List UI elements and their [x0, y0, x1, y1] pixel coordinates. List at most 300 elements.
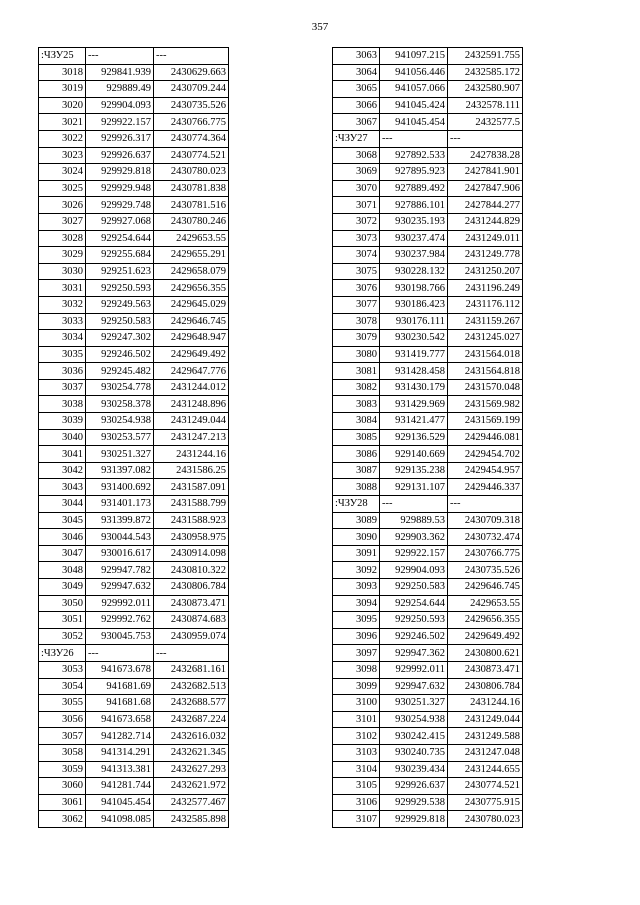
y-coordinate-cell: 2429648.947 — [154, 330, 229, 347]
y-coordinate-cell: 2430781.838 — [154, 180, 229, 197]
point-number-cell: 3103 — [333, 744, 380, 761]
point-number-cell: 3106 — [333, 794, 380, 811]
table-row — [39, 579, 229, 596]
x-coordinate-cell: --- — [86, 48, 154, 65]
y-coordinate-cell: 2430775.915 — [448, 794, 523, 811]
y-coordinate-cell: --- — [154, 48, 229, 65]
table-row — [333, 48, 523, 65]
point-number-cell: 3079 — [333, 330, 380, 347]
table-row — [39, 81, 229, 98]
y-coordinate-cell: 2430780.023 — [154, 164, 229, 181]
table-row — [39, 230, 229, 247]
y-coordinate-cell: 2430958.975 — [154, 529, 229, 546]
x-coordinate-cell: 929246.502 — [380, 628, 448, 645]
y-coordinate-cell: 2430806.784 — [154, 579, 229, 596]
point-number-cell: 3087 — [333, 462, 380, 479]
y-coordinate-cell: 2430873.471 — [448, 661, 523, 678]
x-coordinate-cell: 929947.632 — [380, 678, 448, 695]
x-coordinate-cell: 931419.777 — [380, 346, 448, 363]
y-coordinate-cell: 2431244.16 — [448, 695, 523, 712]
y-coordinate-cell: 2429649.492 — [448, 628, 523, 645]
x-coordinate-cell: 941314.291 — [86, 744, 154, 761]
x-coordinate-cell: 929922.157 — [86, 114, 154, 131]
y-coordinate-cell: 2431564.018 — [448, 346, 523, 363]
table-row — [333, 147, 523, 164]
y-coordinate-cell: 2430959.074 — [154, 628, 229, 645]
x-coordinate-cell: 929247.302 — [86, 330, 154, 347]
point-number-cell: 3030 — [39, 263, 86, 280]
x-coordinate-cell: 931401.173 — [86, 496, 154, 513]
point-number-cell: 3033 — [39, 313, 86, 330]
table-row — [39, 728, 229, 745]
y-coordinate-cell: 2429658.079 — [154, 263, 229, 280]
x-coordinate-cell: 929904.093 — [86, 97, 154, 114]
point-number-cell: 3062 — [39, 811, 86, 828]
x-coordinate-cell: 929131.107 — [380, 479, 448, 496]
table-row — [39, 296, 229, 313]
table-row — [333, 695, 523, 712]
point-number-cell: 3049 — [39, 579, 86, 596]
point-number-cell: 3035 — [39, 346, 86, 363]
table-row — [39, 197, 229, 214]
x-coordinate-cell: 929929.818 — [86, 164, 154, 181]
table-row — [333, 628, 523, 645]
point-number-cell: 3088 — [333, 479, 380, 496]
y-coordinate-cell: 2430780.246 — [154, 213, 229, 230]
table-row — [39, 114, 229, 131]
y-coordinate-cell: 2430780.023 — [448, 811, 523, 828]
x-coordinate-cell: 941281.744 — [86, 778, 154, 795]
x-coordinate-cell: 929249.563 — [86, 296, 154, 313]
x-coordinate-cell: 929926.637 — [86, 147, 154, 164]
x-coordinate-cell: 930235.193 — [380, 213, 448, 230]
x-coordinate-cell: 930237.984 — [380, 247, 448, 264]
y-coordinate-cell: 2432585.172 — [448, 64, 523, 81]
point-number-cell: 3080 — [333, 346, 380, 363]
x-coordinate-cell: 931397.082 — [86, 462, 154, 479]
table-row — [333, 645, 523, 662]
table-row — [39, 396, 229, 413]
table-row — [333, 579, 523, 596]
x-coordinate-cell: 930016.617 — [86, 545, 154, 562]
x-coordinate-cell: 927892.533 — [380, 147, 448, 164]
y-coordinate-cell: 2431586.25 — [154, 462, 229, 479]
point-number-cell: 3090 — [333, 529, 380, 546]
x-coordinate-cell: 930251.327 — [86, 446, 154, 463]
table-row — [39, 247, 229, 264]
x-coordinate-cell: 929250.593 — [86, 280, 154, 297]
point-number-cell: 3058 — [39, 744, 86, 761]
y-coordinate-cell: 2432577.467 — [154, 794, 229, 811]
table-row — [39, 496, 229, 513]
point-number-cell: 3038 — [39, 396, 86, 413]
x-coordinate-cell: 929947.782 — [86, 562, 154, 579]
x-coordinate-cell: 931399.872 — [86, 512, 154, 529]
point-number-cell: 3021 — [39, 114, 86, 131]
x-coordinate-cell: --- — [380, 130, 448, 147]
y-coordinate-cell: 2431247.048 — [448, 744, 523, 761]
point-number-cell: 3081 — [333, 363, 380, 380]
x-coordinate-cell: 929136.529 — [380, 429, 448, 446]
table-row — [333, 379, 523, 396]
point-number-cell: 3068 — [333, 147, 380, 164]
point-number-cell: 3034 — [39, 330, 86, 347]
point-number-cell: 3077 — [333, 296, 380, 313]
table-row — [39, 628, 229, 645]
y-coordinate-cell: 2431588.923 — [154, 512, 229, 529]
y-coordinate-cell: 2431176.112 — [448, 296, 523, 313]
y-coordinate-cell: 2431244.012 — [154, 379, 229, 396]
table-row — [39, 180, 229, 197]
point-number-cell: 3086 — [333, 446, 380, 463]
group-header-row — [39, 48, 229, 65]
table-row — [333, 413, 523, 430]
x-coordinate-cell: 929246.502 — [86, 346, 154, 363]
point-number-cell: 3107 — [333, 811, 380, 828]
x-coordinate-cell: 931428.458 — [380, 363, 448, 380]
y-coordinate-cell: 2431244.16 — [154, 446, 229, 463]
table-row — [39, 761, 229, 778]
y-coordinate-cell: 2429446.337 — [448, 479, 523, 496]
y-coordinate-cell: 2429653.55 — [154, 230, 229, 247]
x-coordinate-cell: 929889.53 — [380, 512, 448, 529]
y-coordinate-cell: 2432577.5 — [448, 114, 523, 131]
point-number-cell: 3047 — [39, 545, 86, 562]
y-coordinate-cell: 2432616.032 — [154, 728, 229, 745]
y-coordinate-cell: 2429454.957 — [448, 462, 523, 479]
x-coordinate-cell: 929929.948 — [86, 180, 154, 197]
table-row — [333, 213, 523, 230]
group-header-row — [333, 130, 523, 147]
x-coordinate-cell: 929251.623 — [86, 263, 154, 280]
table-row — [333, 363, 523, 380]
x-coordinate-cell: 929992.011 — [86, 595, 154, 612]
y-coordinate-cell: 2429446.081 — [448, 429, 523, 446]
table-row — [333, 512, 523, 529]
point-number-cell: 3065 — [333, 81, 380, 98]
x-coordinate-cell: 929947.632 — [86, 579, 154, 596]
point-number-cell: :ЧЗУ28 — [333, 496, 380, 513]
table-row — [333, 778, 523, 795]
table-row — [333, 330, 523, 347]
table-row — [39, 64, 229, 81]
y-coordinate-cell: 2429653.55 — [448, 595, 523, 612]
y-coordinate-cell: 2431249.044 — [154, 413, 229, 430]
coordinates-table-left — [38, 47, 229, 828]
x-coordinate-cell: 929929.818 — [380, 811, 448, 828]
point-number-cell: 3095 — [333, 612, 380, 629]
table-row — [333, 661, 523, 678]
point-number-cell: 3104 — [333, 761, 380, 778]
x-coordinate-cell: 929245.482 — [86, 363, 154, 380]
y-coordinate-cell: --- — [448, 496, 523, 513]
point-number-cell: 3018 — [39, 64, 86, 81]
y-coordinate-cell: 2430774.364 — [154, 130, 229, 147]
table-row — [39, 330, 229, 347]
point-number-cell: 3059 — [39, 761, 86, 778]
y-coordinate-cell: 2431569.199 — [448, 413, 523, 430]
table-row — [333, 728, 523, 745]
point-number-cell: 3082 — [333, 379, 380, 396]
point-number-cell: :ЧЗУ26 — [39, 645, 86, 662]
y-coordinate-cell: 2431249.044 — [448, 711, 523, 728]
table-row — [39, 479, 229, 496]
y-coordinate-cell: 2431588.799 — [154, 496, 229, 513]
y-coordinate-cell: 2427844.277 — [448, 197, 523, 214]
x-coordinate-cell: 929992.011 — [380, 661, 448, 678]
point-number-cell: :ЧЗУ25 — [39, 48, 86, 65]
table-row — [333, 313, 523, 330]
table-row — [39, 429, 229, 446]
y-coordinate-cell: 2431196.249 — [448, 280, 523, 297]
y-coordinate-cell: 2430732.474 — [448, 529, 523, 546]
x-coordinate-cell: 941673.658 — [86, 711, 154, 728]
y-coordinate-cell: 2431244.655 — [448, 761, 523, 778]
table-row — [333, 612, 523, 629]
point-number-cell: 3099 — [333, 678, 380, 695]
y-coordinate-cell: 2430810.322 — [154, 562, 229, 579]
x-coordinate-cell: 931421.477 — [380, 413, 448, 430]
point-number-cell: 3029 — [39, 247, 86, 264]
x-coordinate-cell: 929947.362 — [380, 645, 448, 662]
table-row — [333, 479, 523, 496]
y-coordinate-cell: 2432585.898 — [154, 811, 229, 828]
table-row — [39, 130, 229, 147]
y-coordinate-cell: 2431570.048 — [448, 379, 523, 396]
x-coordinate-cell: 927895.923 — [380, 164, 448, 181]
point-number-cell: 3105 — [333, 778, 380, 795]
y-coordinate-cell: 2430774.521 — [448, 778, 523, 795]
y-coordinate-cell: 2427838.28 — [448, 147, 523, 164]
table-row — [39, 661, 229, 678]
x-coordinate-cell: 941045.454 — [86, 794, 154, 811]
point-number-cell: 3028 — [39, 230, 86, 247]
point-number-cell: 3039 — [39, 413, 86, 430]
y-coordinate-cell: 2429647.776 — [154, 363, 229, 380]
y-coordinate-cell: 2430774.521 — [154, 147, 229, 164]
y-coordinate-cell: 2431245.027 — [448, 330, 523, 347]
table-row — [333, 429, 523, 446]
coordinates-table-right — [332, 47, 523, 828]
x-coordinate-cell: 930237.474 — [380, 230, 448, 247]
table-row — [333, 744, 523, 761]
x-coordinate-cell: 930198.766 — [380, 280, 448, 297]
point-number-cell: 3085 — [333, 429, 380, 446]
y-coordinate-cell: 2430709.244 — [154, 81, 229, 98]
x-coordinate-cell: 941681.69 — [86, 678, 154, 695]
y-coordinate-cell: 2431248.896 — [154, 396, 229, 413]
x-coordinate-cell: 930253.577 — [86, 429, 154, 446]
point-number-cell: 3069 — [333, 164, 380, 181]
x-coordinate-cell: 930176.111 — [380, 313, 448, 330]
y-coordinate-cell: 2430873.471 — [154, 595, 229, 612]
point-number-cell: 3078 — [333, 313, 380, 330]
point-number-cell: 3057 — [39, 728, 86, 745]
point-number-cell: 3045 — [39, 512, 86, 529]
y-coordinate-cell: 2432682.513 — [154, 678, 229, 695]
point-number-cell: 3023 — [39, 147, 86, 164]
x-coordinate-cell: 929926.317 — [86, 130, 154, 147]
x-coordinate-cell: 929889.49 — [86, 81, 154, 98]
y-coordinate-cell: 2429646.745 — [448, 579, 523, 596]
y-coordinate-cell: 2431249.588 — [448, 728, 523, 745]
point-number-cell: 3046 — [39, 529, 86, 546]
table-row — [39, 612, 229, 629]
table-row — [39, 446, 229, 463]
point-number-cell: 3040 — [39, 429, 86, 446]
y-coordinate-cell: 2430800.621 — [448, 645, 523, 662]
point-number-cell: 3026 — [39, 197, 86, 214]
table-row — [333, 164, 523, 181]
table-row — [333, 545, 523, 562]
x-coordinate-cell: 931429.969 — [380, 396, 448, 413]
table-row — [39, 778, 229, 795]
x-coordinate-cell: 930254.938 — [86, 413, 154, 430]
x-coordinate-cell: 931400.692 — [86, 479, 154, 496]
x-coordinate-cell: 941098.085 — [86, 811, 154, 828]
point-number-cell: 3044 — [39, 496, 86, 513]
table-row — [39, 678, 229, 695]
x-coordinate-cell: 941097.215 — [380, 48, 448, 65]
x-coordinate-cell: 929255.684 — [86, 247, 154, 264]
x-coordinate-cell: 929250.593 — [380, 612, 448, 629]
x-coordinate-cell: 941282.714 — [86, 728, 154, 745]
x-coordinate-cell: 941056.446 — [380, 64, 448, 81]
point-number-cell: 3027 — [39, 213, 86, 230]
point-number-cell: 3073 — [333, 230, 380, 247]
table-row — [333, 81, 523, 98]
x-coordinate-cell: 941673.678 — [86, 661, 154, 678]
point-number-cell: 3066 — [333, 97, 380, 114]
y-coordinate-cell: 2429656.355 — [154, 280, 229, 297]
y-coordinate-cell: 2432621.345 — [154, 744, 229, 761]
table-row — [333, 180, 523, 197]
point-number-cell: 3102 — [333, 728, 380, 745]
table-row — [333, 263, 523, 280]
y-coordinate-cell: 2430806.784 — [448, 678, 523, 695]
table-row — [333, 462, 523, 479]
x-coordinate-cell: 929250.583 — [86, 313, 154, 330]
y-coordinate-cell: --- — [154, 645, 229, 662]
point-number-cell: 3061 — [39, 794, 86, 811]
y-coordinate-cell: --- — [448, 130, 523, 147]
y-coordinate-cell: 2431587.091 — [154, 479, 229, 496]
table-row — [333, 678, 523, 695]
table-row — [333, 794, 523, 811]
y-coordinate-cell: 2429655.291 — [154, 247, 229, 264]
point-number-cell: 3098 — [333, 661, 380, 678]
group-header-row — [39, 645, 229, 662]
y-coordinate-cell: 2431569.982 — [448, 396, 523, 413]
x-coordinate-cell: 929250.583 — [380, 579, 448, 596]
point-number-cell: 3083 — [333, 396, 380, 413]
x-coordinate-cell: 929841.939 — [86, 64, 154, 81]
point-number-cell: 3051 — [39, 612, 86, 629]
x-coordinate-cell: 941045.424 — [380, 97, 448, 114]
x-coordinate-cell: 929135.238 — [380, 462, 448, 479]
x-coordinate-cell: 941681.68 — [86, 695, 154, 712]
y-coordinate-cell: 2430629.663 — [154, 64, 229, 81]
point-number-cell: 3067 — [333, 114, 380, 131]
table-row — [333, 529, 523, 546]
y-coordinate-cell: 2431250.207 — [448, 263, 523, 280]
table-row — [333, 97, 523, 114]
point-number-cell: 3048 — [39, 562, 86, 579]
table-row — [39, 263, 229, 280]
table-row — [333, 64, 523, 81]
x-coordinate-cell: 930240.735 — [380, 744, 448, 761]
point-number-cell: 3064 — [333, 64, 380, 81]
point-number-cell: 3053 — [39, 661, 86, 678]
point-number-cell: 3042 — [39, 462, 86, 479]
point-number-cell: 3025 — [39, 180, 86, 197]
x-coordinate-cell: 929904.093 — [380, 562, 448, 579]
point-number-cell: 3100 — [333, 695, 380, 712]
y-coordinate-cell: 2432627.293 — [154, 761, 229, 778]
y-coordinate-cell: 2432621.972 — [154, 778, 229, 795]
point-number-cell: 3091 — [333, 545, 380, 562]
y-coordinate-cell: 2430735.526 — [448, 562, 523, 579]
table-row — [333, 296, 523, 313]
point-number-cell: 3101 — [333, 711, 380, 728]
table-row — [39, 280, 229, 297]
x-coordinate-cell: 930254.778 — [86, 379, 154, 396]
x-coordinate-cell: 929922.157 — [380, 545, 448, 562]
y-coordinate-cell: 2431159.267 — [448, 313, 523, 330]
point-number-cell: 3037 — [39, 379, 86, 396]
x-coordinate-cell: 941313.381 — [86, 761, 154, 778]
point-number-cell: 3031 — [39, 280, 86, 297]
x-coordinate-cell: 930239.434 — [380, 761, 448, 778]
table-row — [39, 811, 229, 828]
table-row — [333, 446, 523, 463]
point-number-cell: 3070 — [333, 180, 380, 197]
point-number-cell: 3019 — [39, 81, 86, 98]
x-coordinate-cell: 941057.066 — [380, 81, 448, 98]
x-coordinate-cell: 927886.101 — [380, 197, 448, 214]
point-number-cell: 3054 — [39, 678, 86, 695]
x-coordinate-cell: 930045.753 — [86, 628, 154, 645]
y-coordinate-cell: 2430874.683 — [154, 612, 229, 629]
table-row — [39, 512, 229, 529]
point-number-cell: 3072 — [333, 213, 380, 230]
x-coordinate-cell: 929254.644 — [86, 230, 154, 247]
x-coordinate-cell: --- — [86, 645, 154, 662]
y-coordinate-cell: 2429645.029 — [154, 296, 229, 313]
y-coordinate-cell: 2432687.224 — [154, 711, 229, 728]
x-coordinate-cell: 930251.327 — [380, 695, 448, 712]
point-number-cell: 3075 — [333, 263, 380, 280]
y-coordinate-cell: 2429646.745 — [154, 313, 229, 330]
table-row — [39, 695, 229, 712]
table-row — [39, 545, 229, 562]
y-coordinate-cell: 2429454.702 — [448, 446, 523, 463]
table-row — [333, 230, 523, 247]
x-coordinate-cell: 927889.492 — [380, 180, 448, 197]
y-coordinate-cell: 2429656.355 — [448, 612, 523, 629]
table-row — [333, 197, 523, 214]
x-coordinate-cell: 929929.748 — [86, 197, 154, 214]
point-number-cell: 3050 — [39, 595, 86, 612]
point-number-cell: 3096 — [333, 628, 380, 645]
y-coordinate-cell: 2430914.098 — [154, 545, 229, 562]
point-number-cell: :ЧЗУ27 — [333, 130, 380, 147]
y-coordinate-cell: 2429649.492 — [154, 346, 229, 363]
x-coordinate-cell: 930254.938 — [380, 711, 448, 728]
group-header-row — [333, 496, 523, 513]
x-coordinate-cell: 930258.378 — [86, 396, 154, 413]
x-coordinate-cell: 930230.542 — [380, 330, 448, 347]
